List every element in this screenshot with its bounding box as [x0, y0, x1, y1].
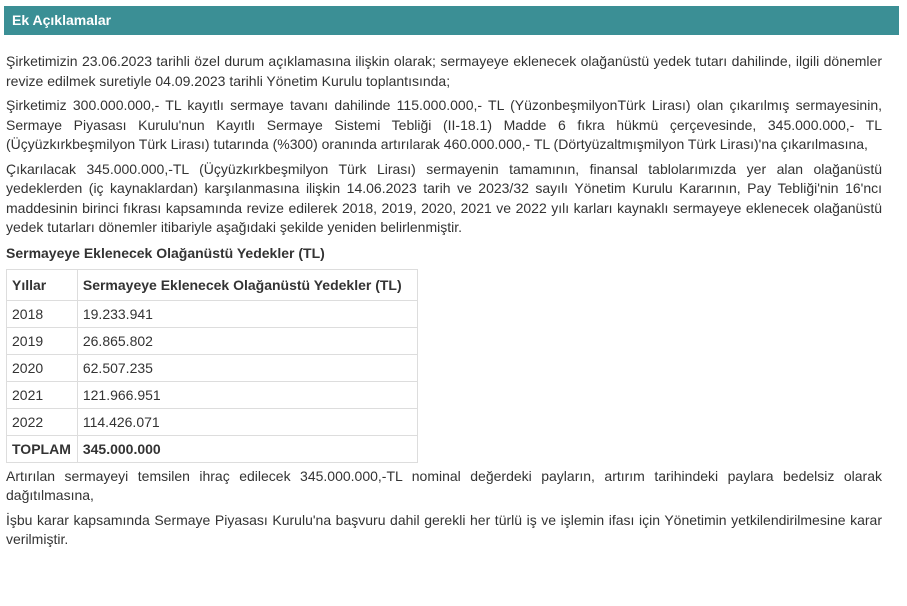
amount-cell: 114.426.071 — [77, 408, 417, 435]
paragraph: İşbu karar kapsamında Sermaye Piyasası Kurulu'na başvuru dahil gerekli her türlü iş ve işlemin ifası için Yönetimin yetkilendirilmesine karar verilmiştir. — [6, 511, 882, 547]
total-label-cell: TOPLAM — [7, 435, 78, 462]
year-cell: 2021 — [7, 381, 78, 408]
paragraph: Artırılan sermayeyi temsilen ihraç edilecek 345.000.000,-TL nominal değerdeki payların, artırım tarihindeki paylara bedelsiz olarak dağıtılmasına, — [6, 467, 882, 503]
table-header-row — [7, 269, 418, 300]
amount-cell: 19.233.941 — [77, 300, 417, 327]
announcement-body — [6, 52, 882, 555]
column-header-reserves: Sermayeye Eklenecek Olağanüstü Yedekler (TL) — [77, 269, 417, 300]
table-row — [7, 354, 418, 381]
section-title: Ek Açıklamalar — [12, 12, 112, 28]
table-row — [7, 381, 418, 408]
paragraph: Şirketimiz 300.000.000,- TL kayıtlı sermaye tavanı dahilinde 115.000.000,- TL (YüzonbeşmilyonTürk Lirası) olan çıkarılmış sermayesinin, Sermaye Piyasası Kurulu'nun Kayıtlı Sermaye Sistemi Tebliği (II-18.1) Madde 6 fıkra hükmü çerçevesinde, 345.000.000,- TL (Üçyüzkırkbeşmilyon Türk Lirası) tutarında (%300) oranında artırılarak 460.000.000,- TL (Dörtyüzaltmışmilyon Türk Lirası)'na çıkarılmasına, — [6, 97, 882, 152]
table-row — [7, 327, 418, 354]
year-cell: 2019 — [7, 327, 78, 354]
table-row — [7, 300, 418, 327]
table-title: Sermayeye Eklenecek Olağanüstü Yedekler (TL) — [6, 244, 325, 261]
year-cell: 2022 — [7, 408, 78, 435]
amount-cell: 26.865.802 — [77, 327, 417, 354]
total-amount-cell: 345.000.000 — [77, 435, 417, 462]
year-cell: 2018 — [7, 300, 78, 327]
reserves-table — [6, 269, 418, 463]
year-cell: 2020 — [7, 354, 78, 381]
paragraph: Şirketimizin 23.06.2023 tarihli özel durum açıklamasına ilişkin olarak; sermayeye eklenecek olağanüstü yedek tutarı dahilinde, ilgili dönemler revize edilmek suretiyle 04.09.2023 tarihli Yönetim Kurulu toplantısında; — [6, 53, 882, 89]
section-header — [4, 6, 899, 35]
amount-cell: 62.507.235 — [77, 354, 417, 381]
column-header-years: Yıllar — [7, 269, 78, 300]
paragraph: Çıkarılacak 345.000.000,-TL (Üçyüzkırkbeşmilyon Türk Lirası) sermayenin tamamının, finansal tablolarımızda yer alan olağanüstü yedeklerden (iç kaynaklardan) karşılanmasına ilişkin 14.06.2023 tarih ve 2023/32 sayılı Yönetim Kurulu Kararının, Pay Tebliği'nin 16'ncı maddesinin birinci fıkrası kapsamında revize edilerek 2018, 2019, 2020, 2021 ve 2022 yılı karları kaynaklı sermayeye eklenecek olağanüstü yedek tutarları dönemler itibariyle aşağıdaki şekilde yeniden belirlenmiştir. — [6, 160, 882, 235]
amount-cell: 121.966.951 — [77, 381, 417, 408]
table-total-row — [7, 435, 418, 462]
table-row — [7, 408, 418, 435]
